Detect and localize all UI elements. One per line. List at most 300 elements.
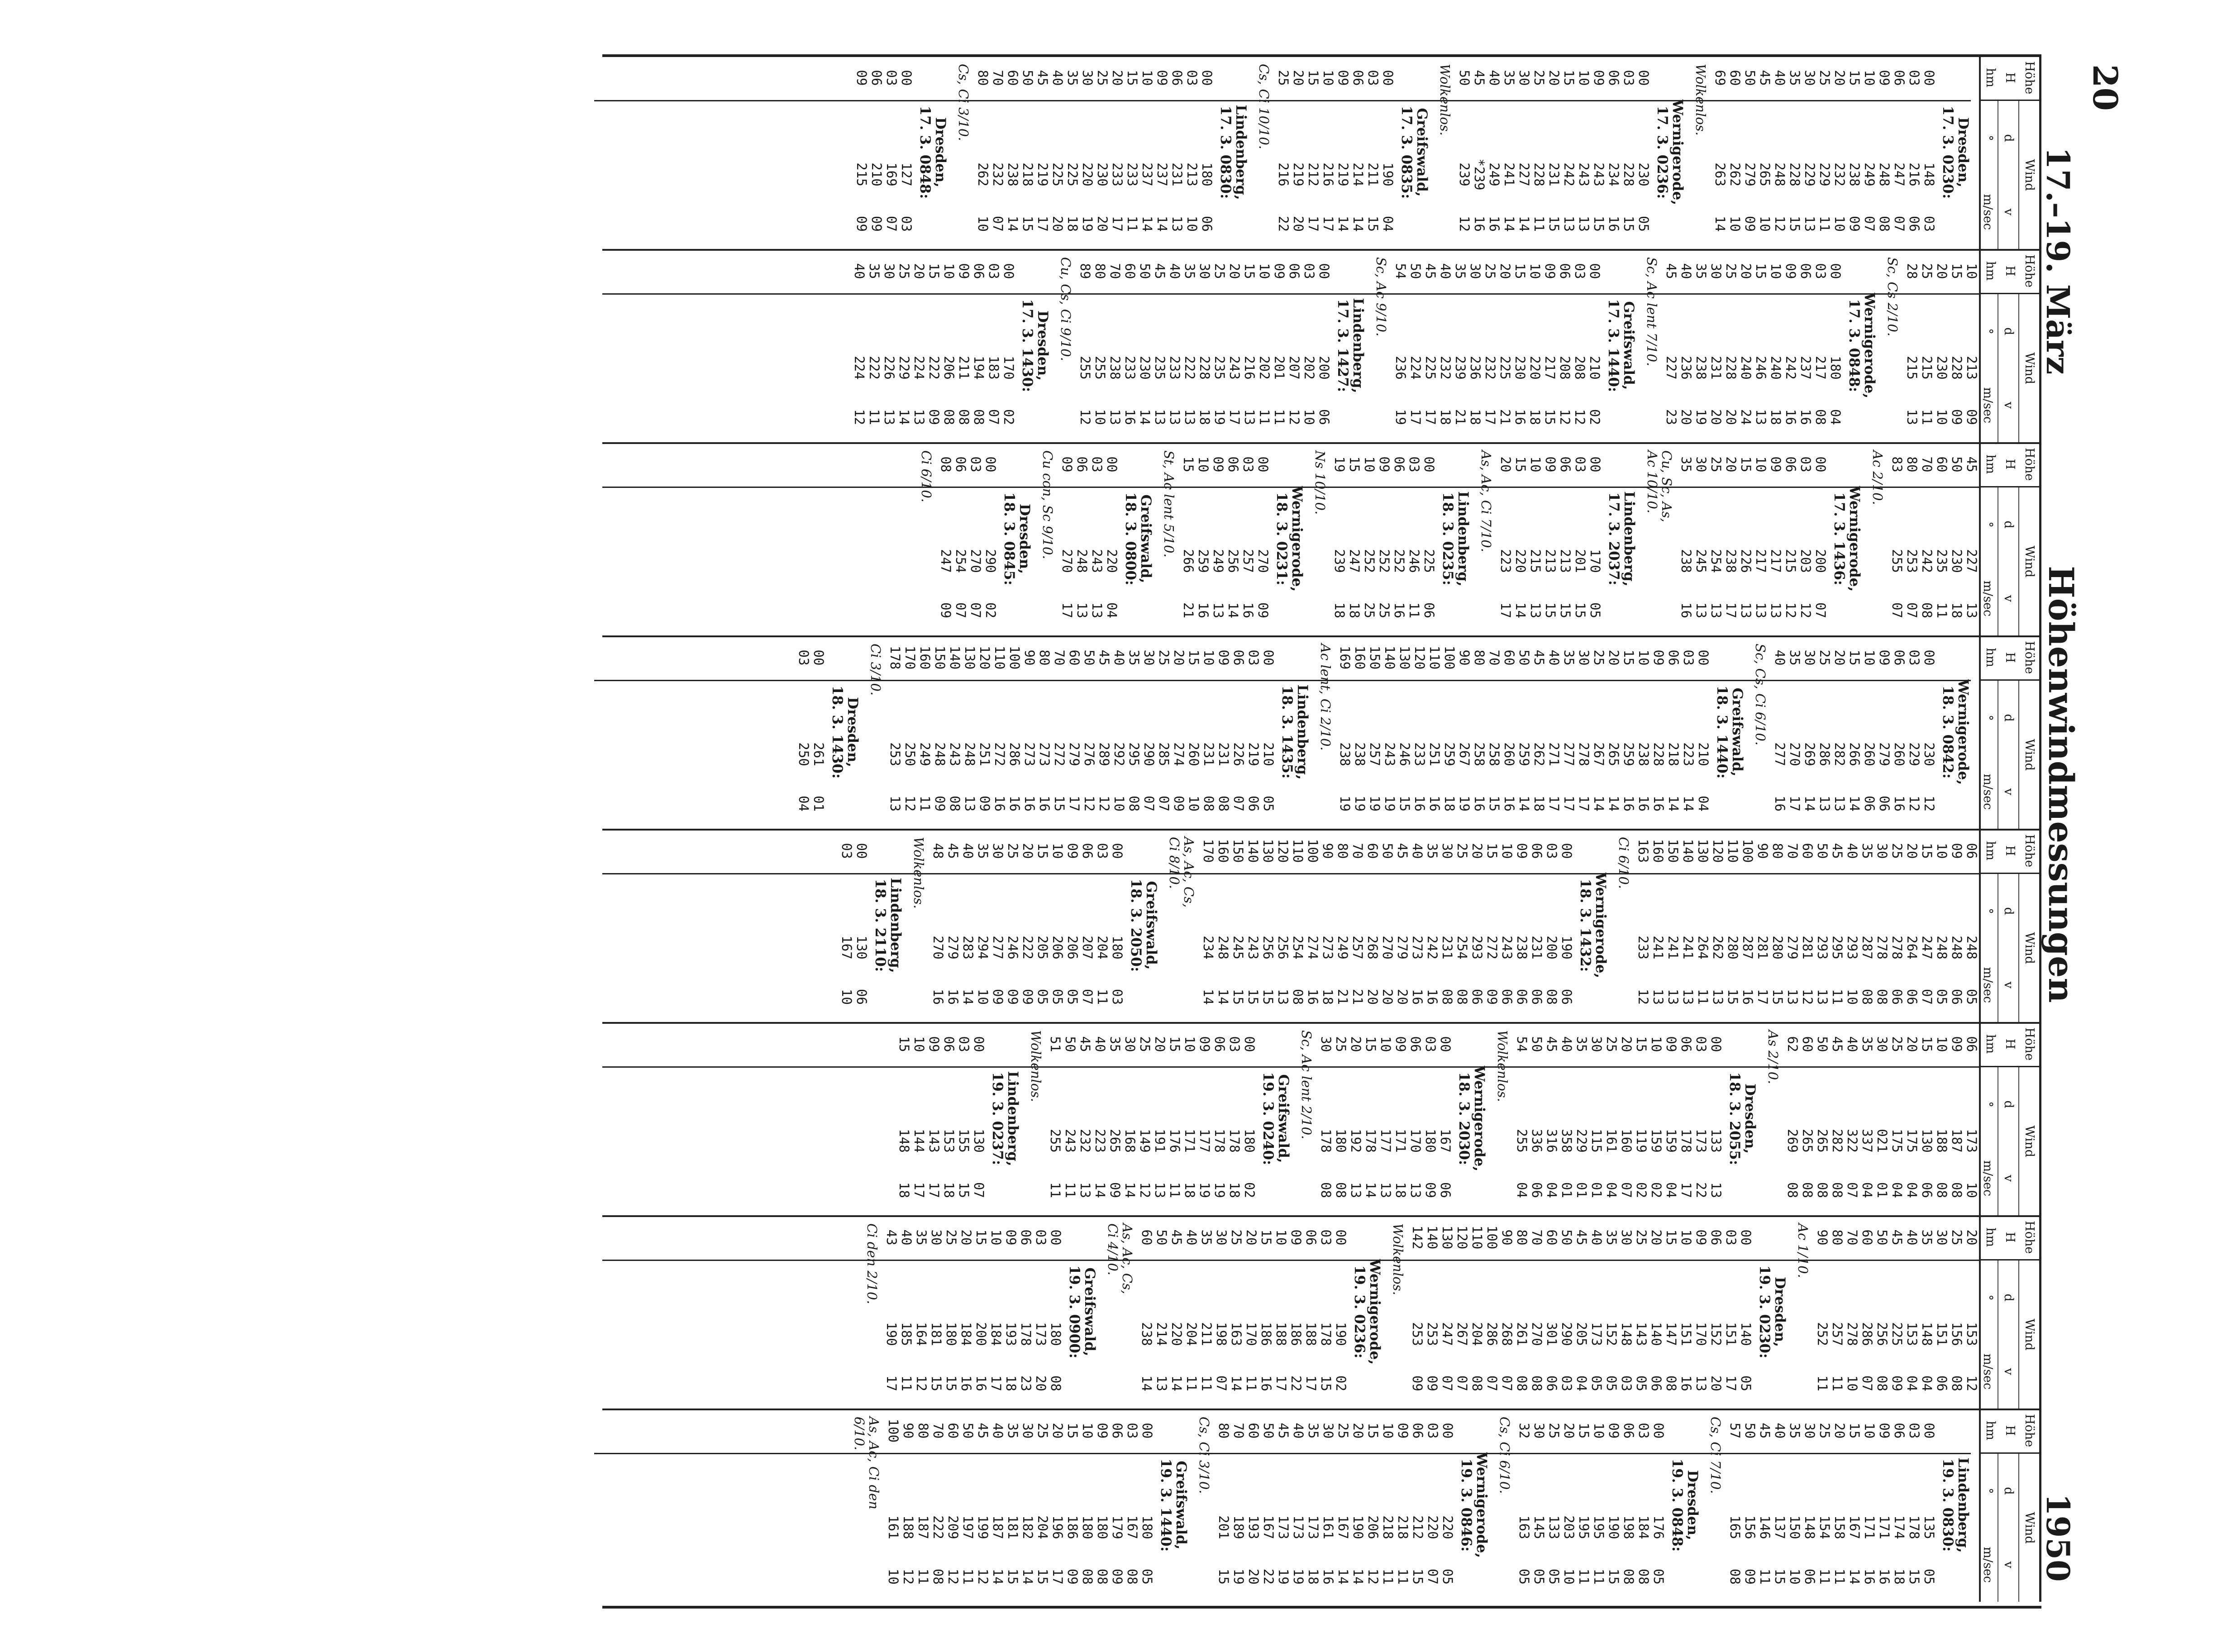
direction-cell: 220 bbox=[1169, 1322, 1184, 1346]
station-rows bbox=[1078, 249, 1331, 442]
table-row bbox=[1154, 56, 1169, 249]
speed-cell: 12 bbox=[1964, 1375, 1979, 1391]
speed-cell: 16 bbox=[1037, 796, 1052, 812]
height-cell: 09 bbox=[1542, 263, 1558, 279]
speed-cell: 08 bbox=[1949, 1182, 1964, 1198]
header-wind: Wind bbox=[2022, 352, 2036, 384]
header-hm: hm bbox=[1983, 1421, 1998, 1441]
direction-cell: 200 bbox=[1316, 356, 1332, 380]
table-row bbox=[1065, 56, 1080, 249]
height-cell: 09 bbox=[1393, 1036, 1408, 1052]
height-cell: 20 bbox=[1171, 649, 1187, 666]
station-heading: Dresden, 18. 3. 1430: bbox=[829, 685, 861, 779]
height-cell: 09 bbox=[1543, 456, 1558, 473]
speed-cell: 06 bbox=[1949, 989, 1964, 1005]
table-row bbox=[1742, 1408, 1757, 1602]
height-cell: 150 bbox=[932, 645, 948, 670]
speed-cell: 13 bbox=[1152, 409, 1168, 425]
direction-cell: 265 bbox=[1815, 1129, 1830, 1153]
table-row bbox=[1949, 1215, 1964, 1408]
station-rows bbox=[1635, 829, 1979, 1022]
direction-cell: 232 bbox=[990, 162, 1006, 186]
speed-cell: 09 bbox=[1020, 989, 1035, 1005]
table-row bbox=[1606, 1408, 1621, 1602]
table-row bbox=[1516, 1408, 1531, 1602]
table-row bbox=[1862, 635, 1877, 829]
table-row bbox=[1529, 829, 1544, 1022]
station-heading: Dresden, 18. 3. 0845: bbox=[1001, 492, 1033, 586]
header-H: H bbox=[2003, 1232, 2017, 1243]
table-row bbox=[1048, 1215, 1063, 1408]
table-row bbox=[1139, 1215, 1154, 1408]
table-row bbox=[1544, 1022, 1559, 1215]
height-cell: 45 bbox=[1889, 1229, 1905, 1246]
station-rows bbox=[796, 635, 826, 829]
height-cell: 80 bbox=[1335, 843, 1350, 859]
direction-cell: 127 bbox=[899, 162, 914, 186]
direction-cell: 231 bbox=[1708, 356, 1724, 380]
height-cell: 35 bbox=[1453, 263, 1468, 279]
speed-cell: 11 bbox=[1934, 602, 1950, 618]
speed-cell: 15 bbox=[1035, 1569, 1050, 1585]
table-row bbox=[1244, 1215, 1259, 1408]
height-cell: 50 bbox=[1154, 1229, 1169, 1246]
table-row bbox=[1949, 442, 1964, 635]
height-cell: 20 bbox=[1964, 1229, 1979, 1246]
speed-cell: 08 bbox=[1874, 989, 1890, 1005]
height-cell: 20 bbox=[1904, 843, 1920, 859]
table-row bbox=[1650, 829, 1665, 1022]
column-body bbox=[602, 1215, 1979, 1408]
direction-cell: 272 bbox=[1052, 742, 1067, 766]
table-row bbox=[1020, 1408, 1035, 1602]
speed-cell: 16 bbox=[1636, 796, 1651, 812]
direction-cell: 239 bbox=[1332, 549, 1347, 573]
height-cell: 15 bbox=[1259, 1229, 1274, 1246]
direction-cell: 293 bbox=[1815, 936, 1830, 960]
height-cell: 45 bbox=[1169, 1229, 1184, 1246]
table-row bbox=[1410, 829, 1425, 1022]
speed-cell: 19 bbox=[1693, 409, 1709, 425]
header-d: d bbox=[2002, 714, 2016, 722]
speed-cell: 18 bbox=[1065, 216, 1080, 232]
table-row bbox=[1377, 442, 1392, 635]
direction-cell: 256 bbox=[1275, 936, 1291, 960]
speed-cell: 15 bbox=[1546, 216, 1562, 232]
direction-cell: 187 bbox=[990, 1515, 1006, 1539]
table-row bbox=[1291, 1408, 1306, 1602]
header-deg: ° bbox=[1981, 328, 1995, 334]
speed-cell: 20 bbox=[1723, 409, 1739, 425]
direction-cell: 256 bbox=[1225, 549, 1241, 573]
speed-cell: 13 bbox=[1964, 602, 1979, 618]
height-cell: 20 bbox=[1350, 1423, 1366, 1439]
height-cell: 30 bbox=[882, 263, 897, 279]
direction-cell: 130 bbox=[1919, 1129, 1935, 1153]
direction-cell: 228 bbox=[1651, 742, 1666, 766]
height-cell: 89 bbox=[1078, 263, 1093, 279]
speed-cell: 03 bbox=[1559, 1375, 1574, 1391]
header-ms: m/sec bbox=[1981, 580, 1995, 617]
table-row bbox=[1225, 442, 1240, 635]
direction-cell: 287 bbox=[1740, 936, 1755, 960]
height-cell: 03 bbox=[1089, 456, 1105, 473]
speed-cell: 18 bbox=[1332, 602, 1347, 618]
speed-cell: 17 bbox=[1067, 796, 1082, 812]
table-row bbox=[1097, 635, 1111, 829]
table-row bbox=[1260, 829, 1275, 1022]
table-row bbox=[1240, 442, 1255, 635]
table-row bbox=[1230, 829, 1245, 1022]
direction-cell: 218 bbox=[1666, 742, 1681, 766]
direction-cell: 181 bbox=[1005, 1515, 1020, 1539]
table-row bbox=[941, 1022, 956, 1215]
height-cell: 160 bbox=[917, 645, 933, 670]
speed-cell: 13 bbox=[1665, 989, 1681, 1005]
height-cell: 10 bbox=[988, 1229, 1004, 1246]
table-row bbox=[1531, 635, 1546, 829]
direction-cell: 234 bbox=[1606, 162, 1621, 186]
height-cell: 140 bbox=[1680, 839, 1696, 863]
speed-cell: 06 bbox=[1889, 989, 1905, 1005]
speed-cell: 12 bbox=[1921, 796, 1937, 812]
height-cell: 90 bbox=[1499, 1229, 1515, 1246]
speed-cell: 22 bbox=[1693, 1182, 1709, 1198]
height-cell: 80 bbox=[1770, 843, 1785, 859]
height-cell: 70 bbox=[1107, 263, 1123, 279]
height-cell: 25 bbox=[1333, 1036, 1349, 1052]
table-row bbox=[1921, 635, 1936, 829]
column-body bbox=[594, 1408, 1971, 1602]
speed-cell: 09 bbox=[869, 216, 884, 232]
table-row bbox=[975, 1408, 990, 1602]
direction-cell: 173 bbox=[1964, 1129, 1979, 1153]
direction-cell: 152 bbox=[1708, 1322, 1724, 1346]
table-row bbox=[1125, 1408, 1139, 1602]
direction-cell: 180 bbox=[944, 1322, 959, 1346]
direction-cell: 167 bbox=[1261, 1515, 1276, 1539]
speed-cell: 16 bbox=[1772, 796, 1788, 812]
direction-cell: 203 bbox=[1561, 1515, 1577, 1539]
table-row bbox=[1802, 635, 1817, 829]
height-cell: 35 bbox=[1859, 1036, 1875, 1052]
speed-cell: 13 bbox=[1693, 602, 1709, 618]
height-cell: 90 bbox=[1755, 843, 1770, 859]
table-row bbox=[1037, 635, 1052, 829]
height-cell: 45 bbox=[1757, 70, 1773, 86]
table-row bbox=[1348, 1022, 1363, 1215]
speed-cell: 13 bbox=[1154, 1375, 1169, 1391]
speed-cell: 06 bbox=[1529, 989, 1545, 1005]
station-heading: Lindenberg, 18. 3. 1435: bbox=[1279, 684, 1311, 780]
direction-cell: 295 bbox=[1126, 742, 1142, 766]
speed-cell: 18 bbox=[1182, 1182, 1197, 1198]
speed-cell: 16 bbox=[1740, 989, 1755, 1005]
table-row bbox=[1362, 442, 1377, 635]
header-d: d bbox=[2002, 520, 2016, 529]
height-rule bbox=[602, 1066, 1979, 1068]
direction-cell: 220 bbox=[1080, 162, 1095, 186]
direction-cell: 193 bbox=[1003, 1322, 1019, 1346]
table-row bbox=[1919, 829, 1934, 1022]
direction-cell: 190 bbox=[1350, 1515, 1366, 1539]
height-cell: 20 bbox=[1020, 843, 1035, 859]
header-H: H bbox=[2003, 845, 2017, 856]
speed-cell: 09 bbox=[1005, 989, 1020, 1005]
height-cell: 50 bbox=[1380, 843, 1395, 859]
direction-cell: 257 bbox=[1350, 936, 1365, 960]
speed-cell: 07 bbox=[1845, 1182, 1860, 1198]
height-cell: 25 bbox=[1889, 843, 1905, 859]
direction-cell: 224 bbox=[911, 356, 927, 380]
height-cell: 08 bbox=[938, 456, 954, 473]
table-row bbox=[1800, 829, 1815, 1022]
direction-cell: 281 bbox=[1755, 936, 1770, 960]
direction-cell: 208 bbox=[1572, 356, 1588, 380]
table-row bbox=[1365, 1408, 1380, 1602]
table-row bbox=[1919, 442, 1934, 635]
speed-cell: 09 bbox=[854, 216, 869, 232]
table-row bbox=[1787, 56, 1802, 249]
speed-cell: 08 bbox=[1877, 216, 1892, 232]
table-row bbox=[1169, 56, 1184, 249]
height-cell: 57 bbox=[1727, 1423, 1743, 1439]
table-row bbox=[1561, 1408, 1576, 1602]
speed-cell: 07 bbox=[1214, 1375, 1229, 1391]
table-row bbox=[1104, 442, 1119, 635]
speed-cell: 06 bbox=[1529, 1182, 1545, 1198]
table-row bbox=[1201, 635, 1216, 829]
speed-cell: 12 bbox=[1907, 796, 1922, 812]
speed-cell: 04 bbox=[1904, 1182, 1920, 1198]
speed-cell: 20 bbox=[1380, 989, 1395, 1005]
direction-cell: 204 bbox=[1095, 936, 1110, 960]
header-ms: m/sec bbox=[1981, 194, 1995, 230]
table-row bbox=[1199, 1215, 1214, 1408]
direction-cell: 137 bbox=[1772, 1515, 1788, 1539]
direction-cell: 272 bbox=[1484, 936, 1500, 960]
table-row bbox=[1587, 249, 1602, 442]
table-row bbox=[1904, 249, 1919, 442]
speed-cell: 15 bbox=[1787, 216, 1802, 232]
table-row bbox=[1350, 1408, 1365, 1602]
height-cell: 50 bbox=[1559, 1229, 1574, 1246]
cloud-note: Cu con, Sc 9/10. bbox=[1040, 450, 1055, 559]
height-cell: 00 bbox=[1199, 70, 1215, 86]
direction-cell: 219 bbox=[1035, 162, 1050, 186]
table-row bbox=[869, 56, 884, 249]
height-cell: 10 bbox=[1862, 70, 1877, 86]
direction-cell: 202 bbox=[1302, 356, 1317, 380]
speed-cell: 19 bbox=[1457, 796, 1472, 812]
height-cell: 09 bbox=[1211, 456, 1226, 473]
speed-cell: 16 bbox=[1651, 796, 1666, 812]
direction-cell: 231 bbox=[1201, 742, 1216, 766]
direction-cell: 207 bbox=[1080, 936, 1095, 960]
table-row bbox=[1469, 1215, 1484, 1408]
table-row bbox=[1738, 249, 1753, 442]
height-cell: 06 bbox=[1392, 456, 1407, 473]
direction-cell: 153 bbox=[1904, 1322, 1920, 1346]
speed-cell: 21 bbox=[1181, 602, 1196, 618]
speed-cell: 08 bbox=[1636, 1569, 1651, 1585]
direction-cell: 242 bbox=[1561, 162, 1577, 186]
speed-cell: 04 bbox=[1380, 216, 1396, 232]
table-row bbox=[1514, 1022, 1529, 1215]
table-row bbox=[1680, 829, 1695, 1022]
table-row bbox=[1576, 56, 1591, 249]
column-body bbox=[594, 56, 1971, 249]
height-cell: 35 bbox=[1574, 1036, 1589, 1052]
station-rows bbox=[1457, 56, 1651, 249]
direction-cell: 214 bbox=[1350, 162, 1366, 186]
table-row bbox=[886, 1408, 901, 1602]
speed-cell: 12 bbox=[901, 1569, 916, 1585]
table-row bbox=[1007, 635, 1022, 829]
speed-cell: 17 bbox=[1035, 216, 1050, 232]
speed-cell: 13 bbox=[882, 409, 897, 425]
header-hoehe: Höhe bbox=[2022, 834, 2036, 868]
table-row bbox=[1472, 635, 1487, 829]
speed-cell: 18 bbox=[1393, 1182, 1408, 1198]
direction-cell: 173 bbox=[1589, 1322, 1604, 1346]
height-cell: 00 bbox=[1921, 649, 1937, 666]
direction-cell: 188 bbox=[1303, 1322, 1319, 1346]
speed-cell: 13 bbox=[1693, 1375, 1709, 1391]
direction-cell: 262 bbox=[1727, 162, 1743, 186]
table-row bbox=[1635, 829, 1650, 1022]
height-cell: 45 bbox=[1152, 263, 1168, 279]
table-row bbox=[1196, 442, 1211, 635]
direction-cell: 248 bbox=[1772, 162, 1788, 186]
station-rows bbox=[884, 1215, 1063, 1408]
direction-cell: 184 bbox=[988, 1322, 1004, 1346]
table-row bbox=[988, 1215, 1003, 1408]
table-row bbox=[1740, 829, 1755, 1022]
direction-cell: 203 bbox=[1798, 549, 1813, 573]
direction-cell: 286 bbox=[1484, 1322, 1500, 1346]
table-row bbox=[884, 1215, 899, 1408]
speed-cell: 14 bbox=[1139, 1375, 1154, 1391]
height-cell: 40 bbox=[1184, 1229, 1199, 1246]
height-cell: 06 bbox=[941, 1036, 957, 1052]
table-row bbox=[1169, 1215, 1184, 1408]
table-row bbox=[896, 249, 911, 442]
speed-cell: 08 bbox=[1048, 1375, 1063, 1391]
direction-cell: 189 bbox=[1231, 1515, 1246, 1539]
direction-cell: 167 bbox=[1335, 1515, 1351, 1539]
speed-cell: 05 bbox=[1546, 1569, 1562, 1585]
direction-cell: 264 bbox=[1695, 936, 1711, 960]
header-H: H bbox=[2003, 652, 2017, 663]
direction-cell: 180 bbox=[1423, 1129, 1438, 1153]
station-heading: Lindenberg, 18. 3. 0235: bbox=[1440, 491, 1471, 587]
table-row bbox=[1302, 249, 1316, 442]
height-cell: 25 bbox=[1483, 263, 1498, 279]
direction-cell: 156 bbox=[1949, 1322, 1964, 1346]
table-row bbox=[1514, 1215, 1529, 1408]
station-rows bbox=[887, 635, 1276, 829]
height-cell: 15 bbox=[1347, 456, 1362, 473]
speed-cell: 16 bbox=[1678, 1375, 1694, 1391]
direction-cell: 145 bbox=[1531, 1515, 1547, 1539]
table-row bbox=[1423, 249, 1438, 442]
direction-cell: 279 bbox=[1742, 162, 1758, 186]
table-row bbox=[1078, 1022, 1092, 1215]
direction-cell: 238 bbox=[1847, 162, 1862, 186]
speed-cell: 11 bbox=[899, 1375, 914, 1391]
direction-cell: 216 bbox=[1242, 356, 1257, 380]
cloud-note: Wolkenlos. bbox=[1437, 64, 1453, 136]
table-row bbox=[1410, 1215, 1425, 1408]
height-cell: 160 bbox=[1352, 645, 1368, 670]
table-row bbox=[1576, 635, 1591, 829]
table-row bbox=[1065, 1408, 1080, 1602]
direction-cell: 248 bbox=[1216, 936, 1231, 960]
direction-cell: 246 bbox=[1406, 549, 1422, 573]
height-cell: 100 bbox=[1007, 645, 1022, 670]
height-cell: 80 bbox=[1092, 263, 1108, 279]
table-row bbox=[1442, 635, 1457, 829]
speed-cell: 14 bbox=[1137, 409, 1153, 425]
direction-cell: 232 bbox=[1483, 356, 1498, 380]
cloud-note: Wolkenlos. bbox=[1693, 64, 1708, 136]
height-cell: 03 bbox=[1184, 70, 1200, 86]
height-cell: 15 bbox=[1365, 1423, 1381, 1439]
direction-cell: 119 bbox=[1634, 1129, 1649, 1153]
height-cell: 03 bbox=[956, 1036, 972, 1052]
cloud-note: St, Ac lent 5/10. bbox=[1161, 450, 1177, 558]
table-row bbox=[1365, 829, 1380, 1022]
header-hm: hm bbox=[1983, 841, 1998, 861]
height-cell: 10 bbox=[1528, 456, 1543, 473]
table-row bbox=[1738, 442, 1753, 635]
station-rows bbox=[1181, 442, 1270, 635]
height-cell: 35 bbox=[1693, 263, 1709, 279]
height-cell: 03 bbox=[1423, 1036, 1438, 1052]
speed-cell: 15 bbox=[1543, 602, 1558, 618]
table-row bbox=[1259, 1215, 1273, 1408]
height-cell: 45 bbox=[1757, 1423, 1773, 1439]
table-row bbox=[1693, 1022, 1708, 1215]
table-row bbox=[914, 1215, 929, 1408]
table-row bbox=[1438, 1022, 1453, 1215]
header-hm: hm bbox=[1983, 261, 1998, 281]
speed-cell: 18 bbox=[1347, 602, 1362, 618]
table-row bbox=[1636, 56, 1651, 249]
height-cell: 03 bbox=[1636, 1423, 1651, 1439]
height-cell: 10 bbox=[1649, 1036, 1664, 1052]
speed-cell: 17 bbox=[1059, 602, 1075, 618]
direction-cell: 229 bbox=[1907, 742, 1922, 766]
speed-cell: 11 bbox=[1830, 1375, 1845, 1391]
speed-cell: 13 bbox=[1708, 602, 1724, 618]
height-cell: 50 bbox=[1516, 649, 1532, 666]
height-cell: 35 bbox=[867, 263, 882, 279]
table-row bbox=[896, 1022, 911, 1215]
height-cell: 10 bbox=[1934, 1036, 1950, 1052]
header-H: H bbox=[2003, 265, 2017, 277]
height-cell: 00 bbox=[1651, 1423, 1666, 1439]
cloud-note: Ns 10/10. bbox=[1312, 450, 1328, 515]
height-cell: 06 bbox=[1350, 70, 1366, 86]
table-row bbox=[899, 56, 914, 249]
table-row bbox=[975, 56, 990, 249]
station-heading: Wernigerode, 17. 3. 1436: bbox=[1831, 486, 1863, 592]
speed-cell: 05 bbox=[1634, 1375, 1649, 1391]
height-cell: 00 bbox=[1921, 70, 1937, 86]
direction-cell: 227 bbox=[1516, 162, 1532, 186]
